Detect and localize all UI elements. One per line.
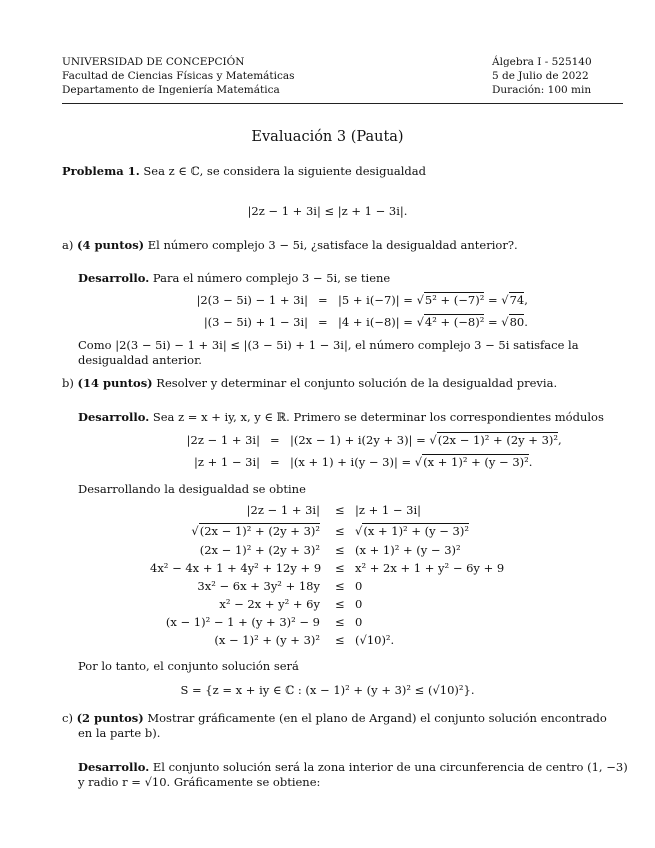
step-7-lhs: (x − 1)² − 1 + (y + 3)² − 9	[165, 615, 320, 629]
step-6-lhs: x² − 2x + y² + 6y	[219, 597, 320, 611]
step-4-lhs: 4x² − 4x + 1 + 4y² + 12y + 9	[150, 561, 322, 575]
part-a-eq2-lhs: |(3 − 5i) + 1 − 3i|	[203, 315, 308, 329]
step-2-lhs-root: (2x − 1)² + (2y + 3)²	[199, 524, 320, 538]
part-b-mod2-lhs: |z + 1 − 3i|	[193, 455, 260, 469]
part-b-mod2-sign: =	[270, 455, 280, 469]
faculty-name: Facultad de Ciencias Físicas y Matemáticas	[62, 70, 295, 82]
part-c-development	[78, 759, 628, 775]
part-a-question	[62, 237, 518, 253]
part-a-dev-label: Desarrollo.	[78, 271, 150, 285]
step-2-rel: ≤	[335, 524, 345, 538]
problem-statement	[62, 163, 426, 179]
part-a-eq1-lhs: |2(3 − 5i) − 1 + 3i|	[196, 293, 308, 307]
part-b-mod1-sign: =	[270, 433, 280, 447]
step-6-rel: ≤	[335, 597, 345, 611]
part-a-eq1-rhs: |5 + i(−7)| = √5² + (−7)² = √74,	[338, 293, 528, 307]
step-2-lhs: √(2x − 1)² + (2y + 3)²	[191, 524, 320, 538]
part-c-points: (2 puntos)	[76, 711, 144, 725]
step-7-rel: ≤	[335, 615, 345, 629]
step-3-rhs: (x + 1)² + (y − 3)²	[355, 543, 461, 557]
step-2-rhs: √(x + 1)² + (y − 3)²	[355, 524, 469, 538]
header-course	[492, 55, 592, 97]
step-5-rel: ≤	[335, 579, 345, 593]
part-b-mod1-modulus: |(2x − 1) + i(2y + 3)| =	[290, 433, 426, 447]
part-c-dev-text: El conjunto solución será la zona interior de una circunferencia de centro (1, −3)	[152, 760, 628, 774]
part-c-development-line2: y radio r = √10. Gráficamente se obtiene:	[78, 775, 321, 789]
step-8-rel: ≤	[335, 633, 345, 647]
step-3-rel: ≤	[335, 543, 345, 557]
step-1-lhs: |2z − 1 + 3i|	[246, 503, 320, 517]
step-1-rhs: |z + 1 − 3i|	[355, 503, 422, 517]
part-b-develop-text: Desarrollando la desigualdad se obtine	[78, 482, 306, 496]
university-name: UNIVERSIDAD DE CONCEPCIÓN	[62, 56, 245, 68]
step-4-rhs: x² + 2x + 1 + y² − 6y + 9	[355, 561, 505, 575]
problem-text: Sea z ∈ ℂ, se considera la siguiente desigualdad	[143, 164, 426, 178]
part-a-dev-intro: Para el número complejo 3 − 5i, se tiene	[152, 271, 391, 285]
part-b-marker: b)	[62, 376, 74, 390]
part-b-mod2-rhs: |(x + 1) + i(y − 3)| = √(x + 1)² + (y − 3)².	[290, 455, 533, 469]
step-8-lhs: (x − 1)² + (y + 3)²	[214, 633, 320, 647]
header-divider	[62, 103, 623, 104]
part-a-eq1-modulus: |5 + i(−7)| =	[338, 293, 413, 307]
part-b-development	[78, 409, 604, 425]
part-b-therefore: Por lo tanto, el conjunto solución será	[78, 659, 299, 673]
part-c-question-text: Mostrar gráficamente (en el plano de Argand) el conjunto solución encontrado	[147, 711, 607, 725]
part-a-eq2-sign: =	[318, 315, 328, 329]
solution-set: S = {z = x + iy ∈ ℂ : (x − 1)² + (y + 3)² ≤ (√10)²}.	[180, 683, 475, 697]
step-2-rhs-root: (x + 1)² + (y − 3)²	[363, 524, 469, 538]
step-4-rel: ≤	[335, 561, 345, 575]
part-a-marker: a)	[62, 238, 74, 252]
part-a-eq2-result: 80	[509, 315, 525, 329]
step-1-rel: ≤	[335, 503, 345, 517]
part-a-eq2-modulus: |4 + i(−8)| =	[338, 315, 413, 329]
part-a-conclusion-line2: desigualdad anterior.	[78, 353, 202, 367]
part-b-mod2-modulus: |(x + 1) + i(y − 3)| =	[290, 455, 412, 469]
exam-duration: Duración: 100 min	[492, 84, 592, 96]
part-a-development	[78, 270, 390, 286]
part-a-eq2-rhs: |4 + i(−8)| = √4² + (−8)² = √80.	[338, 315, 528, 329]
part-c-marker: c)	[62, 711, 73, 725]
exam-date: 5 de Julio de 2022	[492, 70, 589, 82]
part-a-conclusion-line1: Como |2(3 − 5i) − 1 + 3i| ≤ |(3 − 5i) + 1 − 3i|, el número complejo 3 − 5i satisface la	[78, 338, 579, 352]
part-a-question-text: El número complejo 3 − 5i, ¿satisface la desigualdad anterior?.	[147, 238, 518, 252]
part-a-eq1-sign: =	[318, 293, 328, 307]
part-b-mod1-lhs: |2z − 1 + 3i|	[186, 433, 260, 447]
part-b-mod1-rhs: |(2x − 1) + i(2y + 3)| = √(2x − 1)² + (2y + 3)²,	[290, 433, 562, 447]
part-b-mod2-root: (x + 1)² + (y − 3)²	[423, 455, 529, 469]
part-c-dev-label: Desarrollo.	[78, 760, 150, 774]
part-b-dev-label: Desarrollo.	[78, 410, 150, 424]
part-a-eq1-result: 74	[509, 293, 525, 307]
step-8-rhs: (√10)².	[355, 633, 395, 647]
part-c-question-line2: en la parte b).	[78, 726, 161, 740]
part-a-eq1-root: 5² + (−7)²	[424, 293, 485, 307]
part-a-points: (4 puntos)	[77, 238, 145, 252]
department-name: Departamento de Ingeniería Matemática	[62, 84, 280, 96]
step-6-rhs: 0	[355, 597, 363, 611]
part-b-question	[62, 375, 557, 391]
part-b-dev-intro: Sea z = x + iy, x, y ∈ ℝ. Primero se determinar los correspondientes módulos	[152, 410, 604, 424]
part-c-question	[62, 710, 607, 726]
step-5-lhs: 3x² − 6x + 3y² + 18y	[197, 579, 320, 593]
step-3-lhs: (2x − 1)² + (2y + 3)²	[199, 543, 320, 557]
page-title: Evaluación 3 (Pauta)	[251, 129, 404, 145]
part-a-eq2-root: 4² + (−8)²	[424, 315, 485, 329]
part-b-question-text: Resolver y determinar el conjunto solución de la desigualdad previa.	[156, 376, 558, 390]
part-b-points: (14 puntos)	[77, 376, 153, 390]
problem-label: Problema 1.	[62, 164, 140, 178]
step-5-rhs: 0	[355, 579, 363, 593]
course-code: Álgebra I - 525140	[492, 56, 592, 68]
header-institution	[62, 55, 295, 97]
part-b-mod1-root: (2x − 1)² + (2y + 3)²	[437, 433, 559, 447]
step-7-rhs: 0	[355, 615, 363, 629]
main-inequality: |2z − 1 + 3i| ≤ |z + 1 − 3i|.	[247, 204, 408, 218]
